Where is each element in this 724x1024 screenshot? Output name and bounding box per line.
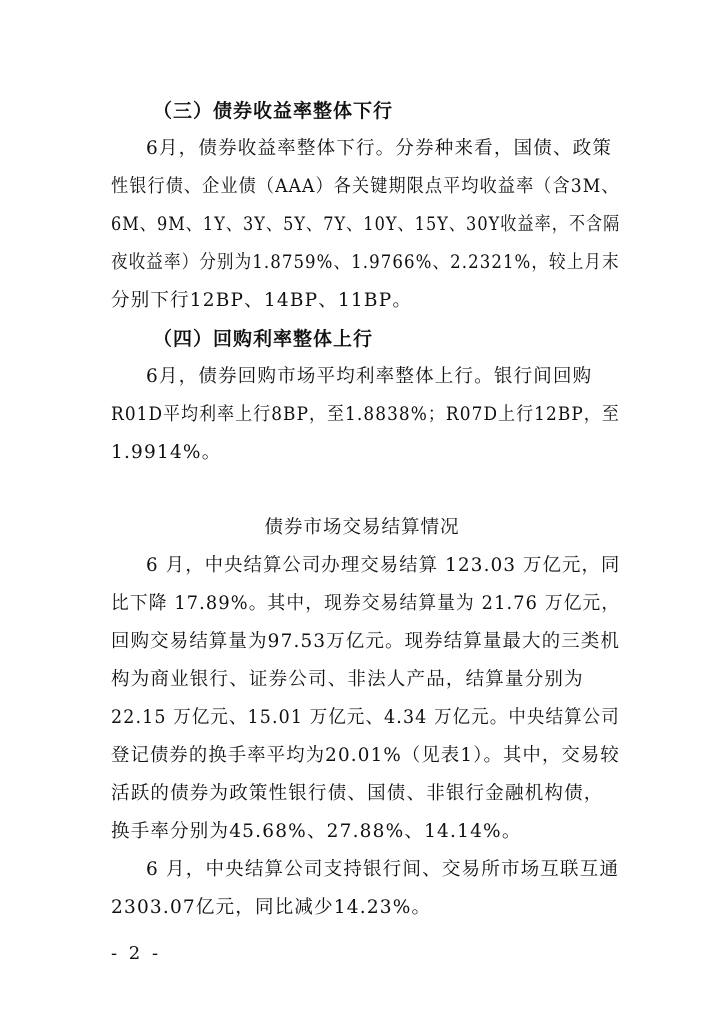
body-line: 登记债券的换手率平均为20.01%（见表1）。其中，交易较 [111, 745, 620, 766]
body-line: 活跃的债券为政策性银行债、国债、非银行金融机构债， [111, 783, 604, 804]
body-line: 22.15 万亿元、15.01 万亿元、4.34 万亿元。中央结算公司 [111, 707, 620, 728]
body-line: 6 月，中央结算公司办理交易结算 123.03 万亿元，同 [146, 555, 621, 576]
body-line: 比下降 17.89%。其中，现券交易结算量为 21.76 万亿元， [111, 593, 621, 614]
body-line: 性银行债、企业债（AAA）各关键期限点平均收益率（含3M、 [111, 176, 620, 197]
body-line: 构为商业银行、证券公司、非法人产品，结算量分别为 [111, 669, 584, 690]
section-heading-yield: （三）债券收益率整体下行 [153, 100, 394, 122]
body-line: 6M、9M、1Y、3Y、5Y、7Y、10Y、15Y、30Y收益率，不含隔 [111, 214, 621, 235]
body-line: 夜收益率）分别为1.8759%、1.9766%、2.2321%，较上月末 [111, 252, 620, 273]
body-line: 6 月，中央结算公司支持银行间、交易所市场互联互通 [146, 859, 620, 880]
section-heading-repo: （四）回购利率整体上行 [153, 328, 374, 350]
page-number: - 2 - [111, 943, 162, 964]
body-line: 回购交易结算量为97.53万亿元。现券结算量最大的三类机 [111, 631, 621, 652]
body-line: 2303.07亿元，同比减少14.23%。 [111, 897, 432, 918]
body-line: R01D平均利率上行8BP，至1.8838%；R07D上行12BP，至 [111, 404, 620, 425]
body-line: 分别下行12BP、14BP、11BP。 [111, 290, 413, 311]
body-line: 6月，债券回购市场平均利率整体上行。银行间回购 [146, 366, 593, 387]
body-line: 6月，债券收益率整体下行。分券种来看，国债、政策 [146, 138, 613, 159]
section-title-settlement: 债券市场交易结算情况 [264, 517, 460, 538]
body-line: 换手率分别为45.68%、27.88%、14.14%。 [111, 821, 522, 842]
body-line: 1.9914%。 [111, 442, 222, 463]
